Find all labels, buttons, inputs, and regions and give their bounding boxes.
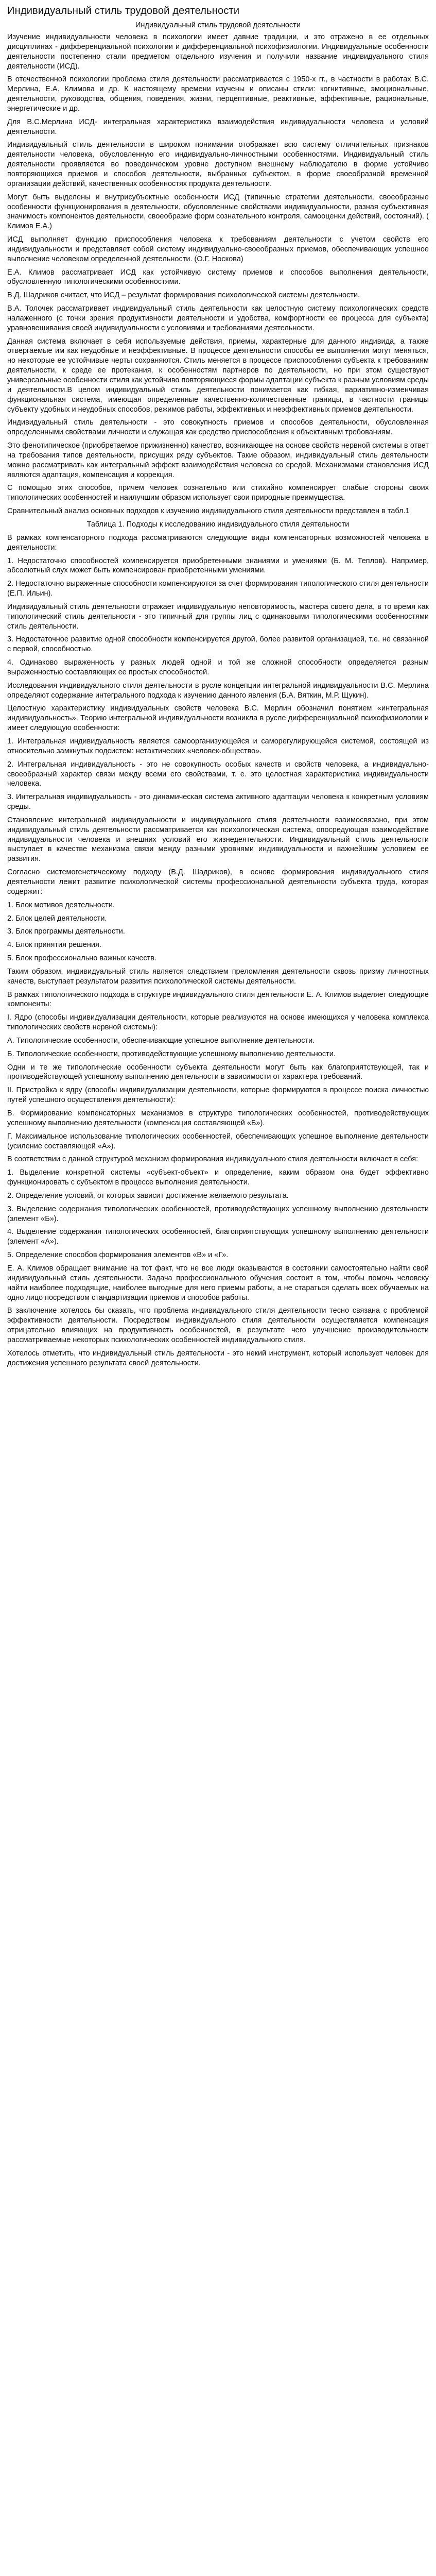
paragraph: Данная система включает в себя используемые действия, приемы, характерные для данного индивида, а также отвергаемые им как неудобные и неэффективные. В процессе деятельности способы ее выполнения могут меняться, но некоторые ее устойчивые черты сохраняются. Стиль меняется в процессе приспособления субъекта к требованиям деятельности, к среде ее протекания, к особенностям партнеров по деятельности, но при этом существуют универсальные особенности стиля как устойчиво повторяющиеся формы адаптации субъекта к разным условиям среды и деятельности.В целом индивидуальный стиль деятельности понимается как гибкая, вариативно-изменчивая функциональная система, имеющая определенные качественно-количественные границы, в частности границы субъекту удобных и неудобных способов, режимов работы, эффективных и неэффективных приемов деятельности. — [7, 337, 429, 414]
paragraph: Таблица 1. Подходы к исследованию индивидуального стиля деятельности — [86, 520, 350, 529]
paragraph: 1. Интегральная индивидуальность является самоорганизующейся и саморегулирующейся системой, состоящей из относительно замкнутых подсистем: нетактических «человек-общество». — [7, 737, 429, 755]
document-body — [7, 32, 429, 1368]
paragraph: С помощью этих способов, причем человек сознательно или стихийно компенсирует слабые стороны своих типологических особенностей и наилучшим образом использует свои природные преимущества. — [7, 484, 429, 502]
paragraph: Индивидуальный стиль деятельности отражает индивидуальную неповторимость, мастера своего дела, в то время как типологический стиль деятельности - это типичный для группы лиц с одинаковыми типологическими особенностями стиль деятельности. — [7, 602, 429, 631]
paragraph: Индивидуальный стиль деятельности в широком понимании отображает всю систему отличительных признаков деятельности человека, обусловленную его индивидуально-личностными особенностями. Индивидуальный стиль деятельности проявляется во поведенческом уровне доступном внешнему наблюдателю в форме устойчиво повторяющихся приемов и способов деятельности, выбранных субъектом, в форме своеобразной временной организации действий, качественных особенностях продукта деятельности. — [7, 141, 429, 188]
paragraph: Могут быть выделены и внутрисубъектные особенности ИСД (типичные стратегии деятельности, своеобразные особенности функционирования в деятельности, обусловленные свойствами индивидуальности, разная субъективная значимость компонентов деятельности, своеобразие форм сознательного контроля, самооценки действий, состояний). ( Климов Е.А.) — [7, 193, 429, 231]
paragraph: Хотелось отметить, что индивидуальный стиль деятельности - это некий инструмент, который использует человек для достижения успешного результата своей деятельности. — [7, 1349, 429, 1367]
paragraph: В.Д. Шадриков считает, что ИСД – результат формирования психологической системы деятельности. — [7, 291, 360, 300]
paragraph: 3. Блок программы деятельности. — [7, 927, 125, 936]
paragraph: В рамках типологического подхода в структуре индивидуального стиля деятельности Е. А. Климов выделяет следующие компоненты: — [7, 990, 429, 1009]
paragraph: Исследования индивидуального стиля деятельности в русле концепции интегральной индивидуальности В.С. Мерлина определяют содержание интегрального подхода к изучению данного явления (Б.А. Вяткин, М.Р. Щукин). — [7, 681, 429, 700]
page-title: Индивидуальный стиль трудовой деятельности — [7, 5, 240, 16]
paragraph: В. Формирование компенсаторных механизмов в структуре типологических особенностей, противодействующих успешному выполнению деятельности (компенсация составляющей «Б»). — [7, 1109, 429, 1127]
paragraph: Становление интегральной индивидуальности и индивидуального стиля деятельности взаимосвязано, при этом индивидуальный стиль деятельности рассматривается как психологическая система, опосредующая взаимодействие индивидуальности человека и внешних условий его жизнедеятельности. Индивидуальный стиль деятельности выступает в качестве механизма связи между разными уровнями индивидуальности и важнейшим условием ее развития. — [7, 816, 429, 863]
paragraph: Изучение индивидуальности человека в психологии имеет давние традиции, и это отражено в ее отдельных дисциплинах - дифференциальной психологии и дифференциальной психофизиологии. Индивидуальные особенности деятельности постепенно стали предметом отдельного изучения и получили название индивидуального стиля деятельности (ИСД). — [7, 33, 429, 71]
paragraph: 3. Выделение содержания типологических особенностей, противодействующих успешному выполнению деятельности (элемент «Б»). — [7, 1205, 429, 1223]
page-subtitle: Индивидуальный стиль трудовой деятельности — [135, 21, 301, 29]
paragraph: II. Пристройка к ядру (способы индивидуализации деятельности, которые формируются в процессе поиска личностью путей успешного осуществления деятельности): — [7, 1086, 429, 1105]
paragraph: 2. Определение условий, от которых зависит достижение желаемого результата. — [7, 1191, 289, 1200]
paragraph: 3. Интегральная индивидуальность - это динамическая система активного адаптации человека к конкретным условиям среды. — [7, 793, 429, 811]
paragraph: А. Типологические особенности, обеспечивающие успешное выполнение деятельности. — [7, 1036, 315, 1045]
paragraph: Таким образом, индивидуальный стиль является следствием преломления деятельности сквозь призму личностных качеств, выступает результатом развития психологической системы деятельности. — [7, 967, 429, 986]
paragraph: В рамках компенсаторного подхода рассматриваются следующие виды компенсаторных возможностей человека в деятельности: — [7, 533, 429, 552]
paragraph: Б. Типологические особенности, противодействующие успешному выполнению деятельности. — [7, 1049, 336, 1058]
paragraph: В.А. Толочек рассматривает индивидуальный стиль деятельности как целостную систему психологических средств налаженного (с точки зрения продуктивности деятельности и удобства, комфортности ее процесса для субъекта) уравновешивания своей индивидуальности с условиями и требованиями деятельности. — [7, 304, 429, 332]
paragraph: 1. Недостаточно способностей компенсируется приобретенными знаниями и умениями (Б. М. Теплов). Например, абсолютный слух может быть компенсирован приобретенными умениями. — [7, 556, 429, 575]
paragraph: 4. Одинаково выраженность у разных людей одной и той же сложной способности определяется разным выраженностью составляющих ее простых способностей. — [7, 658, 429, 676]
paragraph: 4. Выделение содержания типологических особенностей, благоприятствующих успешному выполнению деятельности (элемент «А»). — [7, 1228, 429, 1246]
paragraph: Е.А. Климов рассматривает ИСД как устойчивую систему приемов и способов выполнения деятельности, обусловленную типологическими особенностями. — [7, 268, 429, 286]
paragraph: В отечественной психологии проблема стиля деятельности рассматривается с 1950-х гг., в частности в работах В.С. Мерлина, Е.А. Климова и др. К настоящему времени изучены и описаны стили: когнитивные, эмоциональные, деятельности, руководства, общения, поведения, жизни, перцептивные, реактивные, аффективные, рациональные, энергетические и др. — [7, 75, 429, 113]
paragraph: 3. Недостаточное развитие одной способности компенсируется другой, более развитой организацией, т.е. не связанной с первой, способностью. — [7, 635, 429, 654]
paragraph: 5. Блок профессионально важных качеств. — [7, 954, 157, 963]
paragraph: 5. Определение способов формирования элементов «В» и «Г». — [7, 1251, 229, 1260]
paragraph: 2. Недостаточно выраженные способности компенсируются за счет формирования типологического стиля деятельности (Е.П. Ильин). — [7, 580, 429, 598]
paragraph: В соответствии с данной структурой механизм формирования индивидуального стиля деятельности включает в себя: — [7, 1155, 418, 1164]
paragraph: 2. Блок целей деятельности. — [7, 914, 107, 923]
paragraph: Г. Максимальное использование типологических особенностей, обеспечивающих успешное выполнение деятельности (усиление составляющей «А»). — [7, 1132, 429, 1150]
paragraph: Е. А. Климов обращает внимание на тот факт, что не все люди оказываются в состоянии самостоятельно найти свой индивидуальный стиль деятельности. Задача профессионального обучения состоит в том, чтобы помочь человеку найти наиболее подходящие, наиболее выгодные для него приемы работы, а не стараться сделать всех обучаемых на одно лицо посредством стандартизации приемов и способов работы. — [7, 1264, 429, 1302]
paragraph: ИСД выполняет функцию приспособления человека к требованиям деятельности с учетом свойств его индивидуальности и представляет собой систему индивидуально-своеобразных приемов, обеспечивающих успешное выполнение человеком определенной деятельности. (О.Г. Носкова) — [7, 235, 429, 263]
paragraph: 2. Интегральная индивидуальность - это не совокупность особых качеств и свойств человека, а индивидуально-своеобразный характер связи между всеми его свойствами, т. е. это целостная характеристика индивидуальности человека. — [7, 760, 429, 788]
paragraph: 1. Выделение конкретной системы «субъект-объект» и определение, каким образом она будет эффективно функционировать с субъектом в процессе выполнения деятельности. — [7, 1168, 429, 1187]
paragraph: В заключение хотелось бы сказать, что проблема индивидуального стиля деятельности тесно связана с проблемой эффективности деятельности. Посредством индивидуального стиля деятельности осуществляется компенсация отрицательно влияющих на продуктивность особенностей, в результате чего улучшение производительности рассматриваемые некоторых психологических особенностей индивидуального стиля. — [7, 1307, 429, 1344]
paragraph: Сравнительный анализ основных подходов к изучению индивидуального стиля деятельности представлен в табл.1 — [7, 507, 410, 516]
paragraph: I. Ядро (способы индивидуализации деятельности, которые реализуются на основе имеющихся у человека комплекса типологических свойств нервной системы): — [7, 1013, 429, 1032]
paragraph: Индивидуальный стиль деятельности - это совокупность приемов и способов деятельности, обусловленная определенными свойствами личности и служащая как средство приспособления к объективным требованиям. — [7, 418, 429, 437]
paragraph: 4. Блок принятия решения. — [7, 941, 101, 950]
paragraph: Согласно системогенетическому подходу (В.Д. Шадриков), в основе формирования индивидуального стиля деятельности лежит развитие психологической системы профессиональной деятельности субъекта труда, которая содержит: — [7, 868, 429, 896]
paragraph: Это фенотипическое (приобретаемое прижизненно) качество, возникающее на основе свойств нервной системы в ответ на требования типов деятельности, присущих ряду субъектов. Такие образом, индивидуальный стиль деятельности можно рассматривать как интегральный эффект взаимодействия человека со средой. Механизмами становления ИСД являются адаптация, компенсация и коррекция. — [7, 442, 429, 479]
paragraph: 1. Блок мотивов деятельности. — [7, 901, 115, 909]
paragraph: Целостную характеристику индивидуальных свойств человека В.С. Мерлин обозначил понятием «интегральная индивидуальность». Теорию интегральной индивидуальности возникла в русле дифференциальной психофизиологии и имеет следующую особенности: — [7, 704, 429, 733]
paragraph: Одни и те же типологические особенности субъекта деятельности могут быть как благоприятствующей, так и противодействующей успешному выполнению деятельности в зависимости от характера требований. — [7, 1063, 429, 1081]
paragraph: Для В.С.Мерлина ИСД- интегральная характеристика взаимодействия индивидуальности человека и условий деятельности. — [7, 117, 429, 136]
